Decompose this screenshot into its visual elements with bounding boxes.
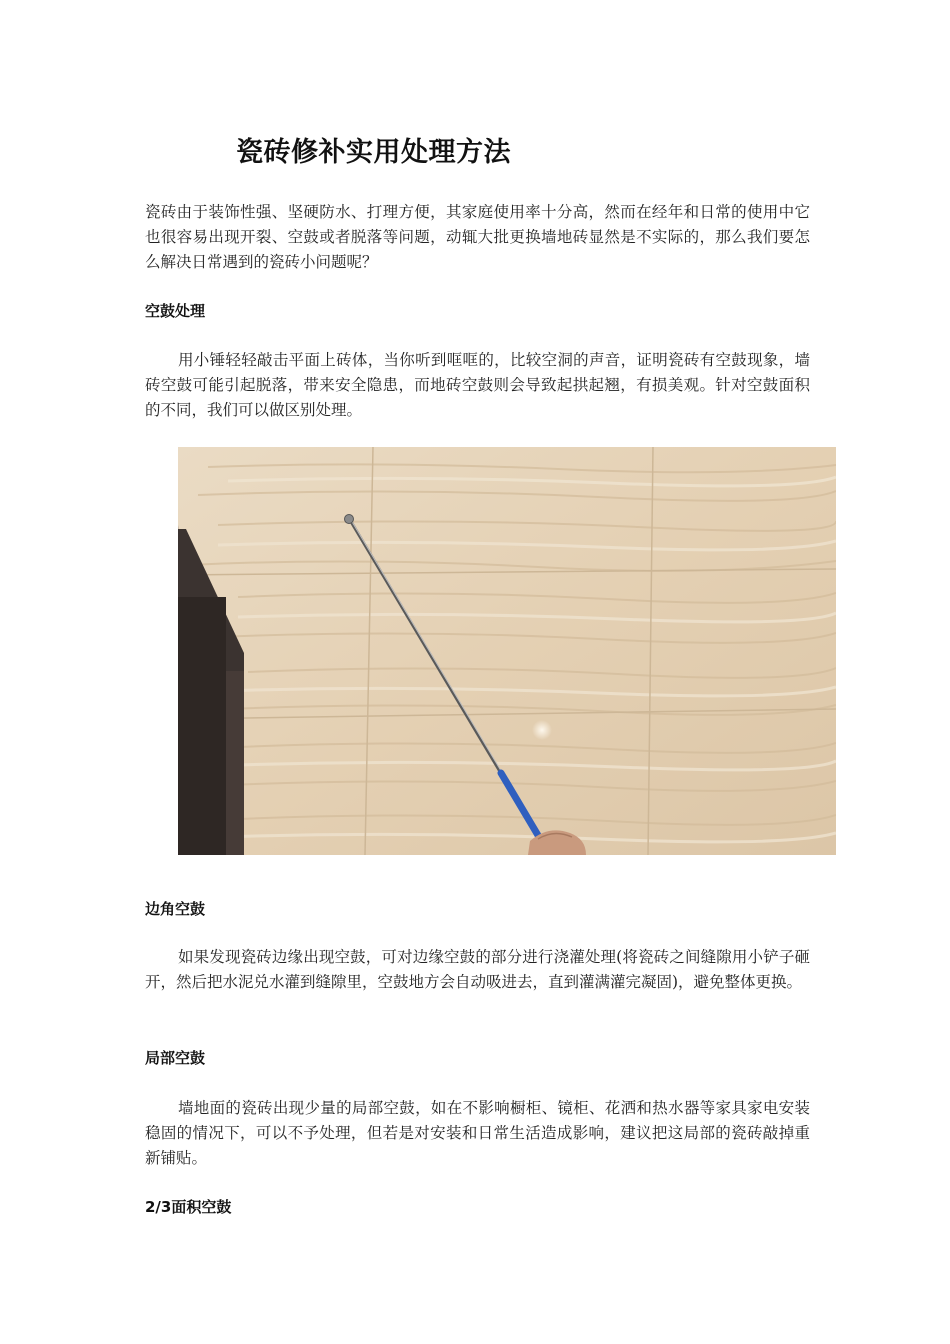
tile-tapping-photo xyxy=(178,447,836,855)
section-heading-edge: 边角空鼓 xyxy=(145,900,206,918)
section-body-partial: 墙地面的瓷砖出现少量的局部空鼓，如在不影响橱柜、镜柜、花洒和热水器等家具家电安装稳固的情况下，可以不予处理，但若是对安装和日常生活造成影响，建议把这局部的瓷砖敲掉重新铺贴。 xyxy=(145,1099,810,1167)
section-body-hollow: 用小锤轻轻敲击平面上砖体，当你听到哐哐的，比较空洞的声音，证明瓷砖有空鼓现象，墙砖空鼓可能引起脱落，带来安全隐患，而地砖空鼓则会导致起拱起翘，有损美观。针对空鼓面积的不同，我们可以做区别处理。 xyxy=(145,351,810,419)
section-heading-two-thirds: 2/3面积空鼓 xyxy=(145,1198,232,1216)
document-title: 瓷砖修补实用处理方法 xyxy=(236,137,511,168)
section-heading-hollow: 空鼓处理 xyxy=(145,302,206,320)
intro-paragraph: 瓷砖由于装饰性强、坚硬防水、打理方便，其家庭使用率十分高，然而在经年和日常的使用中它也很容易出现开裂、空鼓或者脱落等问题，动辄大批更换墙地砖显然是不实际的，那么我们要怎么解决日常遇到的瓷砖小问题呢？ xyxy=(145,203,810,271)
section-body-edge: 如果发现瓷砖边缘出现空鼓，可对边缘空鼓的部分进行浇灌处理(将瓷砖之间缝隙用小铲子砸开，然后把水泥兑水灌到缝隙里，空鼓地方会自动吸进去，直到灌满灌完凝固)，避免整体更换。 xyxy=(145,948,810,991)
section-heading-partial: 局部空鼓 xyxy=(145,1049,206,1067)
